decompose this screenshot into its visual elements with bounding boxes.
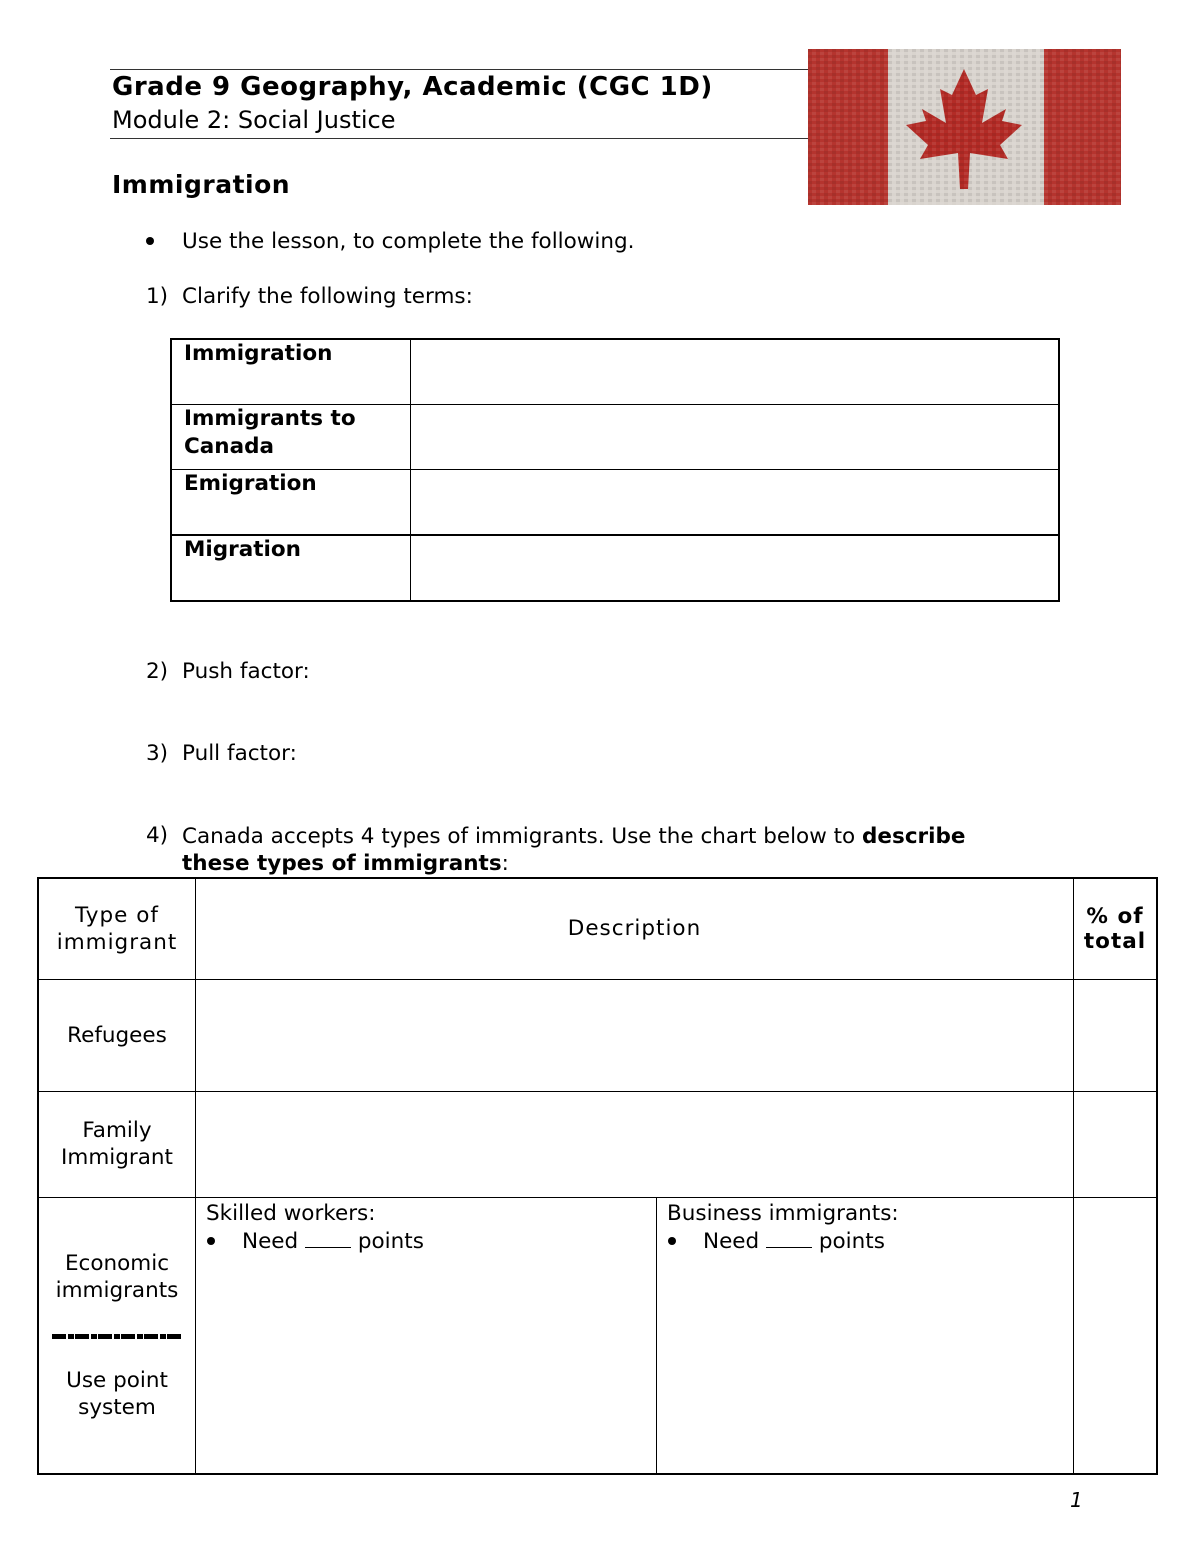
q1-text: Clarify the following terms:: [182, 284, 473, 309]
business-need-item: [667, 1227, 1063, 1255]
points-word: points: [357, 1228, 424, 1254]
business-immigrants-field[interactable]: [657, 1197, 1074, 1474]
refugees-description-field[interactable]: [196, 979, 1074, 1091]
q4-text-c: :: [501, 851, 509, 876]
q2-text: Push factor:: [182, 659, 310, 684]
term-emigration: Emigration: [171, 470, 411, 536]
term-row: [171, 535, 1059, 601]
bullet-icon: [146, 237, 154, 245]
page-number: 1: [1070, 1488, 1083, 1512]
q2-number: 2): [146, 659, 169, 684]
family-description-field[interactable]: [196, 1091, 1074, 1197]
row-refugees-label: Refugees: [38, 979, 196, 1091]
divider-line: [52, 1334, 182, 1339]
canada-flag-image: [808, 49, 1121, 205]
row-economic-label: Economic immigrants: [55, 1250, 179, 1303]
skilled-need-item: [206, 1227, 646, 1255]
header-description: Description: [196, 878, 1074, 979]
skilled-workers-field[interactable]: [196, 1197, 657, 1474]
term-row: [171, 405, 1059, 470]
q4-text-a: Canada accepts 4 types of immigrants. Use the chart below to: [182, 824, 863, 849]
header-pct: % of total: [1074, 878, 1158, 979]
instruction-text: Use the lesson, to complete the following.: [182, 229, 635, 254]
need-word: Need: [703, 1228, 760, 1254]
course-title: Grade 9 Geography, Academic (CGC 1D): [112, 72, 713, 102]
table-row: [38, 1091, 1157, 1197]
refugees-pct-field[interactable]: [1074, 979, 1158, 1091]
row-family-label: Family Immigrant: [38, 1091, 196, 1197]
definition-field-emigration[interactable]: [411, 470, 1060, 536]
term-row: [171, 470, 1059, 536]
skilled-workers-label: Skilled workers:: [206, 1200, 376, 1226]
immigrant-types-table: [37, 877, 1158, 1475]
table-row: [38, 979, 1157, 1091]
points-word: points: [818, 1228, 885, 1254]
business-immigrants-label: Business immigrants:: [667, 1200, 899, 1226]
row-economic-note: Use point system: [66, 1367, 168, 1420]
q4-text: [182, 823, 966, 877]
family-pct-field[interactable]: [1074, 1091, 1158, 1197]
term-migration: Migration: [171, 535, 411, 601]
q4-text-bold: describe: [862, 824, 966, 849]
need-word: Need: [242, 1228, 299, 1254]
row-economic-cell: [38, 1197, 196, 1474]
q1-number: 1): [146, 284, 169, 309]
definition-field-immigrants-to-canada[interactable]: [411, 405, 1060, 470]
header-row: [38, 878, 1157, 979]
definition-field-immigration[interactable]: [411, 339, 1060, 405]
module-title: Module 2: Social Justice: [112, 106, 396, 134]
skilled-points-blank[interactable]: [305, 1227, 351, 1248]
header-type: Type of immigrant: [38, 878, 196, 979]
q3-number: 3): [146, 741, 169, 766]
definition-field-migration[interactable]: [411, 535, 1060, 601]
table-row: [38, 1197, 1157, 1474]
terms-table: [170, 338, 1060, 602]
header-bottom-rule: [110, 138, 810, 139]
q4-text-b: these types of immigrants: [182, 851, 502, 876]
q3-text: Pull factor:: [182, 741, 297, 766]
term-row: [171, 339, 1059, 405]
header-top-rule: [110, 69, 810, 70]
term-immigrants-to-canada: Immigrants to Canada: [171, 405, 411, 470]
term-immigration: Immigration: [171, 339, 411, 405]
section-heading: Immigration: [112, 170, 291, 199]
business-points-blank[interactable]: [766, 1227, 812, 1248]
economic-pct-field[interactable]: [1074, 1197, 1158, 1474]
q4-number: 4): [146, 823, 169, 848]
